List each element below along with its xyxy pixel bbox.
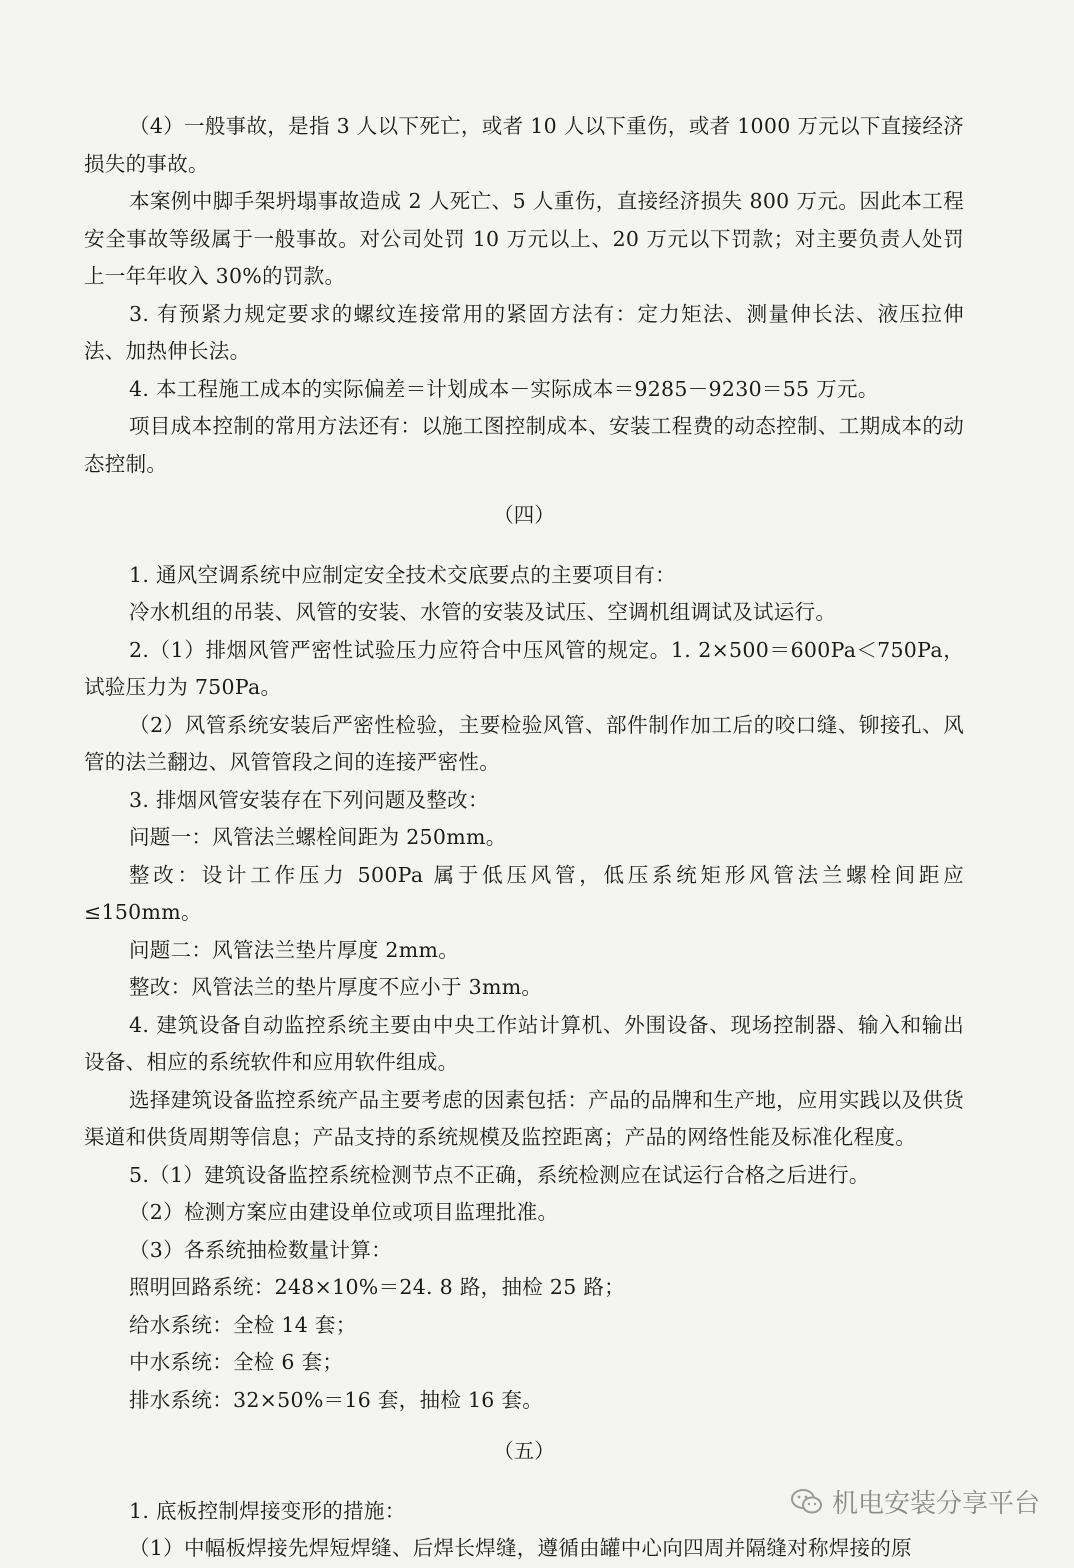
watermark: [790, 1483, 1040, 1520]
watermark-text: 机电安装分享平台: [831, 1489, 1040, 1519]
paragraph: 3. 有预紧力规定要求的螺纹连接常用的紧固方法有：定力矩法、测量伸长法、液压拉伸法、加热伸长法。: [84, 301, 964, 363]
document-page: [84, 108, 964, 1568]
paragraph: 4. 本工程施工成本的实际偏差＝计划成本－实际成本＝9285－9230＝55 万元。: [129, 376, 879, 401]
paragraph: 1. 通风空调系统中应制定安全技术交底要点的主要项目有：: [129, 562, 676, 587]
section-title-4: （四）: [493, 503, 555, 527]
paragraph: 本案例中脚手架坍塌事故造成 2 人死亡、5 人重伤，直接经济损失 800 万元。因此本工程安全事故等级属于一般事故。对公司处罚 10 万元以上、20 万元以下罚款；对主要负责人处罚上一年年收入 30%的罚款。: [84, 189, 964, 288]
paragraph: 问题一：风管法兰螺栓间距为 250mm。: [129, 825, 507, 849]
paragraph: 2.（1）排烟风管严密性试验压力应符合中压风管的规定。1. 2×500＝600Pa＜750Pa，试验压力为 750Pa。: [84, 637, 964, 699]
paragraph: 排水系统：32×50%＝16 套，抽检 16 套。: [129, 1387, 544, 1412]
paragraph: 5.（1）建筑设备监控系统检测节点不正确，系统检测应在试运行合格之后进行。: [129, 1162, 870, 1187]
paragraph: 选择建筑设备监控系统产品主要考虑的因素包括：产品的品牌和生产地，应用实践以及供货渠道和供货周期等信息；产品支持的系统规模及监控距离；产品的网络性能及标准化程度。: [84, 1087, 964, 1149]
paragraph: 4. 建筑设备自动监控系统主要由中央工作站计算机、外围设备、现场控制器、输入和输出设备、相应的系统软件和应用软件组成。: [84, 1012, 964, 1074]
paragraph: 冷水机组的吊装、风管的安装、水管的安装及试压、空调机组调试及试运行。: [129, 600, 837, 624]
paragraph: 1. 底板控制焊接变形的措施：: [129, 1498, 406, 1523]
paragraph: （2）风管系统安装后严密性检验，主要检验风管、部件制作加工后的咬口缝、铆接孔、风管的法兰翻边、风管管段之间的连接严密性。: [84, 712, 964, 774]
paragraph: （3）各系统抽检数量计算：: [129, 1237, 392, 1262]
wechat-icon: [790, 1487, 824, 1517]
paragraph: （4）一般事故，是指 3 人以下死亡，或者 10 人以下重伤，或者 1000 万元以下直接经济损失的事故。: [84, 114, 964, 176]
paragraph: 3. 排烟风管安装存在下列问题及整改：: [129, 787, 489, 812]
paragraph: 整改：风管法兰的垫片厚度不应小于 3mm。: [129, 975, 543, 999]
paragraph: （2）检测方案应由建设单位或项目监理批准。: [129, 1200, 559, 1224]
paragraph: （1）中幅板焊接先焊短焊缝、后焊长焊缝，遵循由罐中心向四周并隔缝对称焊接的原: [129, 1536, 912, 1560]
paragraph: 整改：设计工作压力 500Pa 属于低压风管，低压系统矩形风管法兰螺栓间距应≤150mm。: [84, 862, 964, 924]
paragraph: 中水系统：全检 6 套；: [129, 1350, 344, 1374]
paragraph: 照明回路系统：248×10%＝24. 8 路，抽检 25 路；: [129, 1275, 625, 1299]
section-title-5: （五）: [493, 1439, 555, 1463]
paragraph: 问题二：风管法兰垫片厚度 2mm。: [129, 937, 460, 962]
paragraph: 给水系统：全检 14 套；: [129, 1312, 357, 1337]
paragraph: 项目成本控制的常用方法还有：以施工图控制成本、安装工程费的动态控制、工期成本的动态控制。: [84, 414, 964, 476]
